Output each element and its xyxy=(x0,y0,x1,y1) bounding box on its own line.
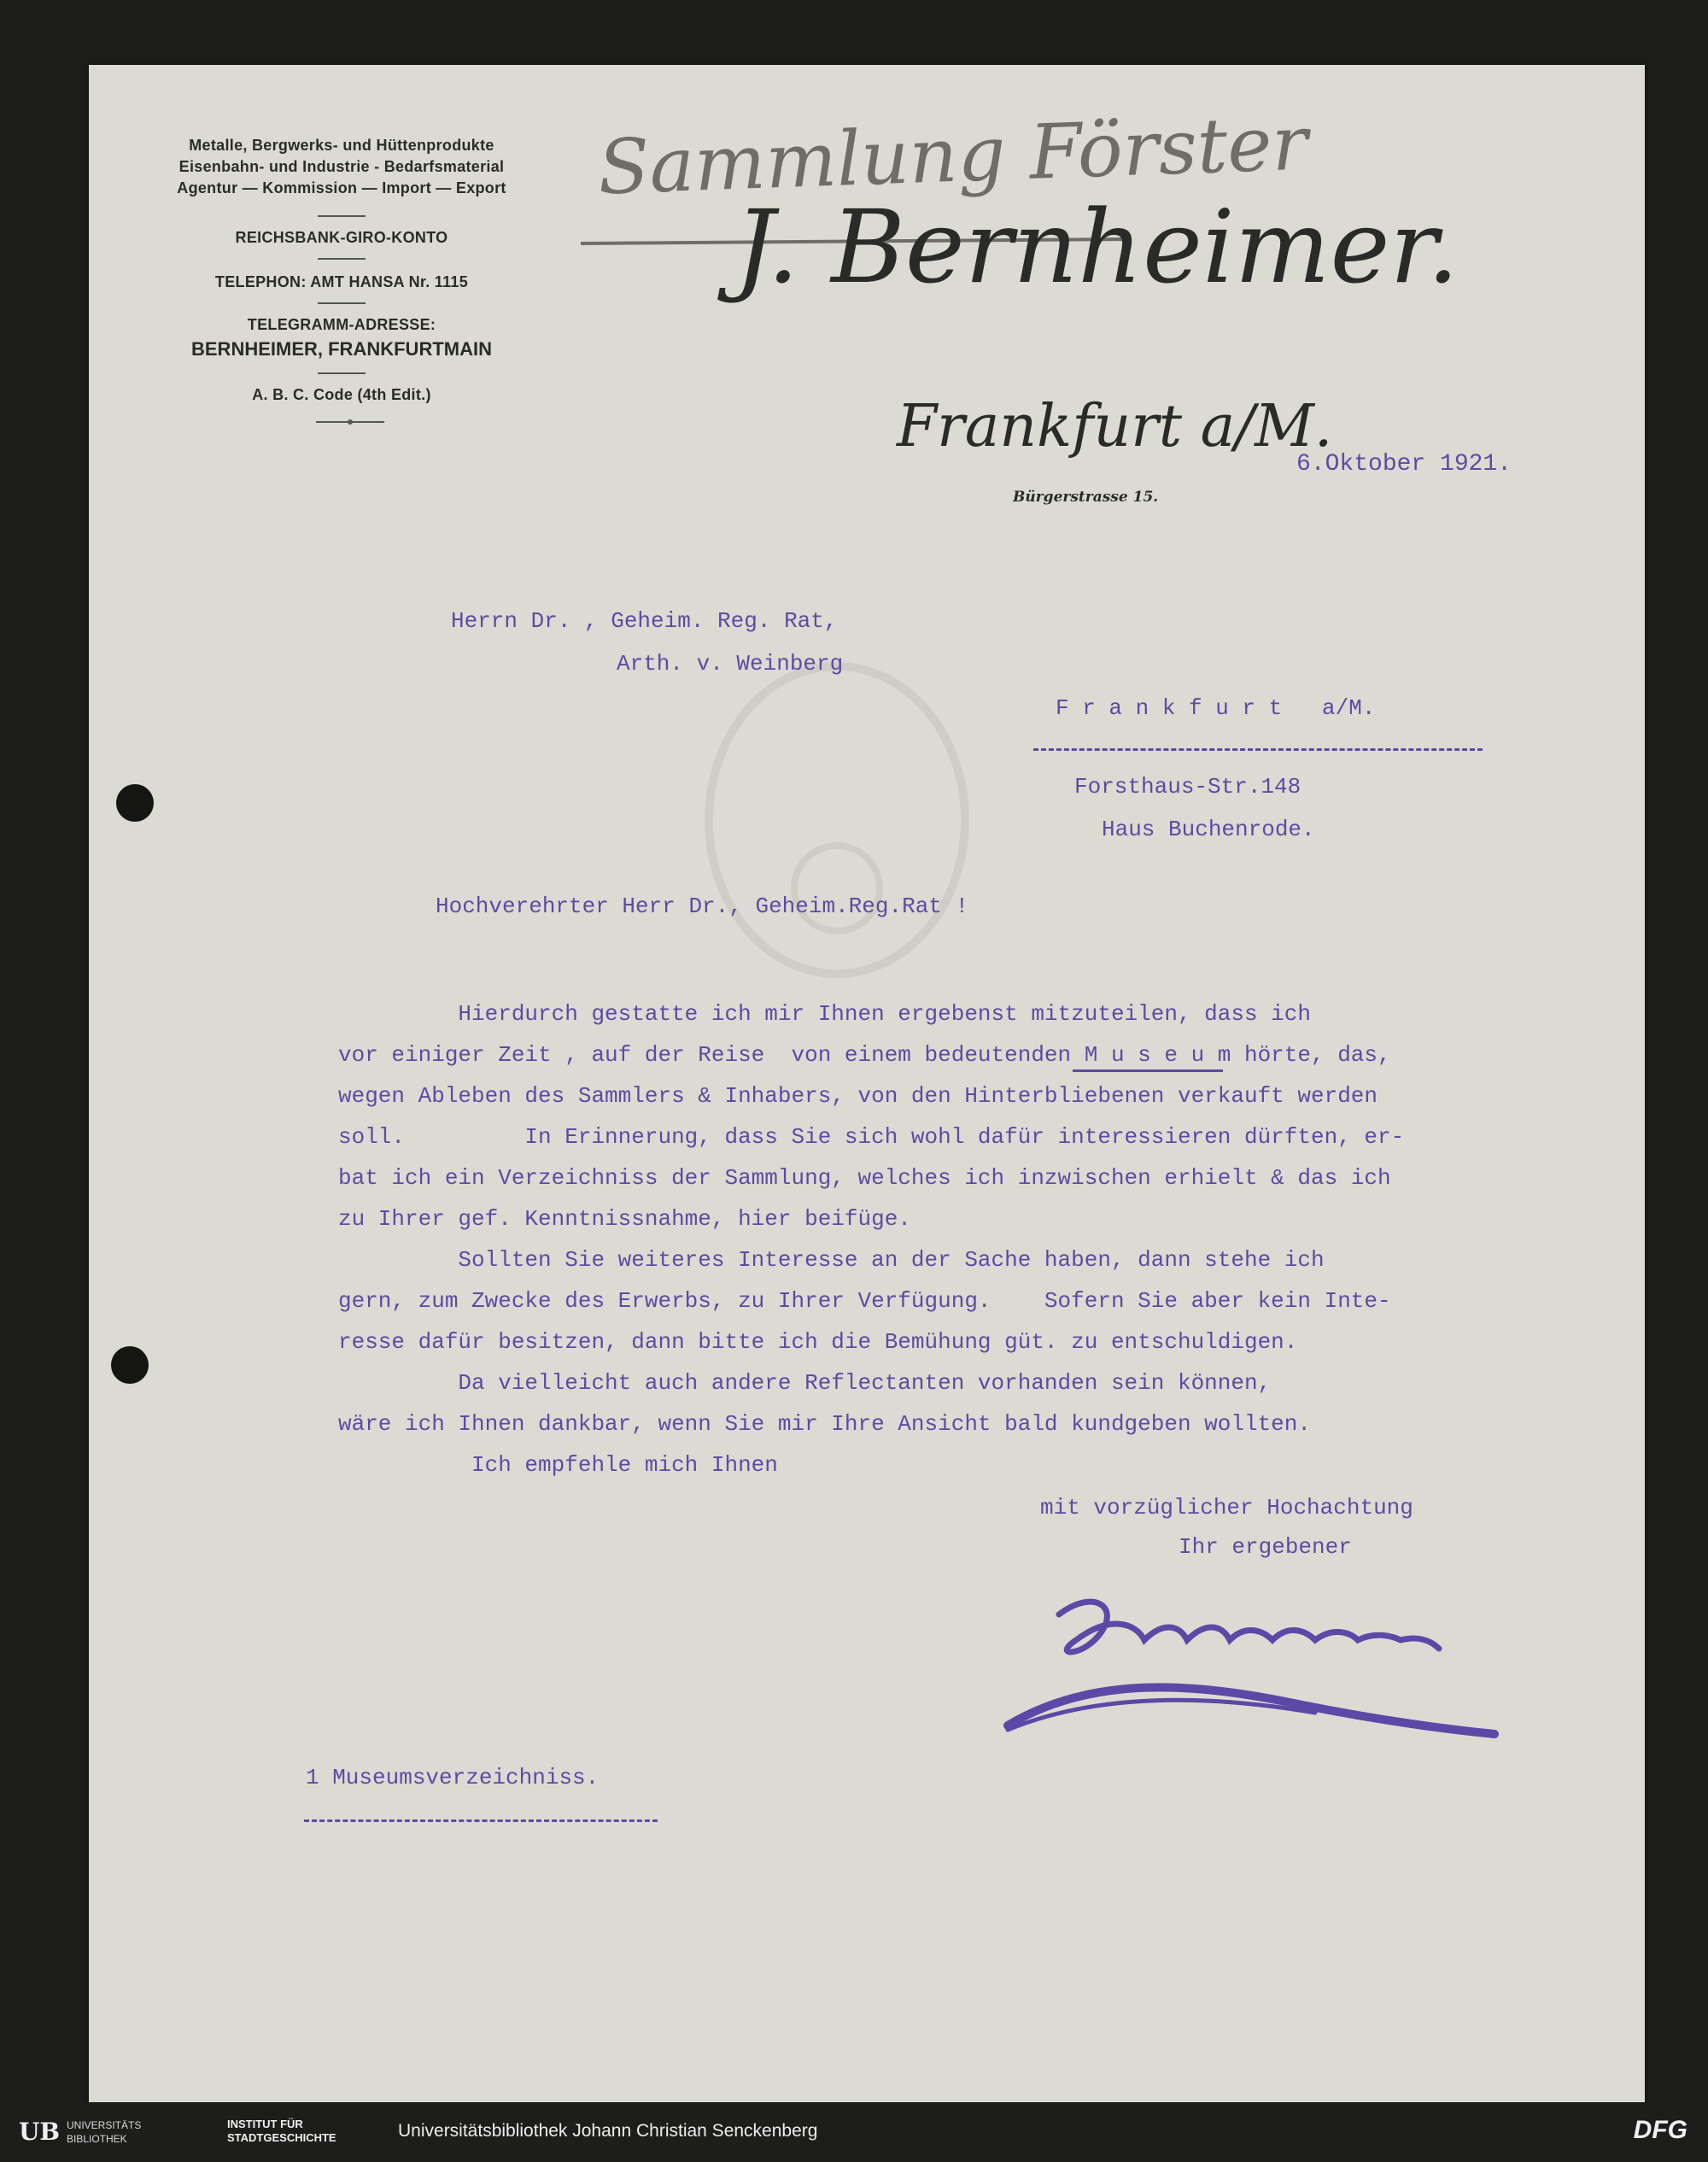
street-address: Bürgerstrasse 15. xyxy=(1013,489,1159,506)
letterhead-line-3: Agentur — Kommission — Import — Export xyxy=(177,179,506,196)
salutation: Hochverehrter Herr Dr., Geheim.Reg.Rat ! xyxy=(436,894,969,919)
body-line: bat ich ein Verzeichniss der Sammlung, welches ich inzwischen erhielt & das ich xyxy=(338,1165,1391,1191)
body-line: resse dafür besitzen, dann bitte ich die Bemühung güt. zu entschuldigen. xyxy=(338,1329,1298,1355)
ub-logo-letters: UB xyxy=(19,2118,61,2146)
dfg-logo: DFG xyxy=(1633,2116,1688,2144)
divider xyxy=(318,372,366,374)
isg-logo xyxy=(219,2114,389,2152)
recipient-city: F r a n k f u r t a/M. xyxy=(1056,695,1376,721)
body-line: Da vielleicht auch andere Reflectanten vorhanden sein können, xyxy=(338,1370,1272,1396)
pencil-annotation: Sammlung Förster xyxy=(596,98,1309,212)
telegram-address: BERNHEIMER, FRANKFURTMAIN xyxy=(191,338,492,360)
letterhead-line-2: Eisenbahn- und Industrie - Bedarfsmaterial xyxy=(178,158,505,175)
body-line: gern, zum Zwecke des Erwerbs, zu Ihrer Verfügung. Sofern Sie aber kein Inte- xyxy=(338,1288,1391,1314)
body-line: zu Ihrer gef. Kenntnissnahme, hier beifüge. xyxy=(338,1206,911,1232)
closing-line-1: mit vorzüglicher Hochachtung xyxy=(1040,1495,1413,1520)
body-line: vor einiger Zeit , auf der Reise von einem bedeutenden M u s e u m hörte, das, xyxy=(338,1042,1391,1068)
city-script: Frankfurt a/M. xyxy=(897,393,1333,460)
bedeutenden-underline xyxy=(1073,1069,1223,1072)
phone-number: TELEPHON: AMT HANSA Nr. 1115 xyxy=(214,273,469,290)
ub-logo-line-1: UNIVERSITÄTS xyxy=(67,2119,142,2131)
enclosure-note: 1 Museumsverzeichniss. xyxy=(306,1765,600,1790)
divider xyxy=(318,215,366,217)
abc-code: A. B. C. Code (4th Edit.) xyxy=(252,386,431,403)
punch-hole-bottom xyxy=(111,1346,149,1384)
telegram-label: TELEGRAMM-ADRESSE: xyxy=(247,316,436,333)
archive-footer xyxy=(0,2102,1708,2162)
body-line: wegen Ableben des Sammlers & Inhabers, von den Hinterbliebenen verkauft werden xyxy=(338,1083,1378,1109)
isg-logo-line-1: INSTITUT FÜR xyxy=(227,2118,303,2130)
body-line: Hierdurch gestatte ich mir Ihnen ergebenst mitzuteilen, dass ich xyxy=(338,1001,1311,1027)
crest-watermark xyxy=(683,649,991,991)
company-name: J. Bernheimer. xyxy=(734,188,1459,306)
divider xyxy=(318,258,366,260)
body-line: Sollten Sie weiteres Interesse an der Sache haben, dann stehe ich xyxy=(338,1247,1325,1273)
signature xyxy=(974,1555,1537,1760)
ornament-divider xyxy=(316,415,367,424)
recipient-house: Haus Buchenrode. xyxy=(1102,817,1315,842)
ub-logo-line-2: BIBLIOTHEK xyxy=(67,2133,127,2145)
punch-hole-top xyxy=(116,784,154,822)
ub-logo xyxy=(12,2114,208,2152)
body-line: soll. In Erinnerung, dass Sie sich wohl dafür interessieren dürften, er- xyxy=(338,1124,1405,1150)
body-line: wäre ich Ihnen dankbar, wenn Sie mir Ihre Ansicht bald kundgeben wollten. xyxy=(338,1411,1311,1437)
recipient-line-1: Herrn Dr. , Geheim. Reg. Rat, xyxy=(451,608,838,634)
closing-line-2: Ihr ergebener xyxy=(1179,1534,1352,1560)
isg-logo-line-2: STADTGESCHICHTE xyxy=(227,2131,336,2144)
body-line: Ich empfehle mich Ihnen xyxy=(338,1452,778,1478)
divider xyxy=(318,302,366,304)
bank-account: REICHSBANK-GIRO-KONTO xyxy=(235,229,448,246)
letterhead-line-1: Metalle, Bergwerks- und Hüttenprodukte xyxy=(189,137,494,154)
city-underline xyxy=(1033,748,1483,751)
enclosure-underline xyxy=(304,1819,658,1822)
letter-date: 6.Oktober 1921. xyxy=(1296,451,1512,478)
recipient-line-2: Arth. v. Weinberg xyxy=(617,651,844,677)
footer-library-name: Universitätsbibliothek Johann Christian Senckenberg xyxy=(398,2121,818,2141)
recipient-street: Forsthaus-Str.148 xyxy=(1074,774,1301,800)
letterhead xyxy=(145,137,538,197)
